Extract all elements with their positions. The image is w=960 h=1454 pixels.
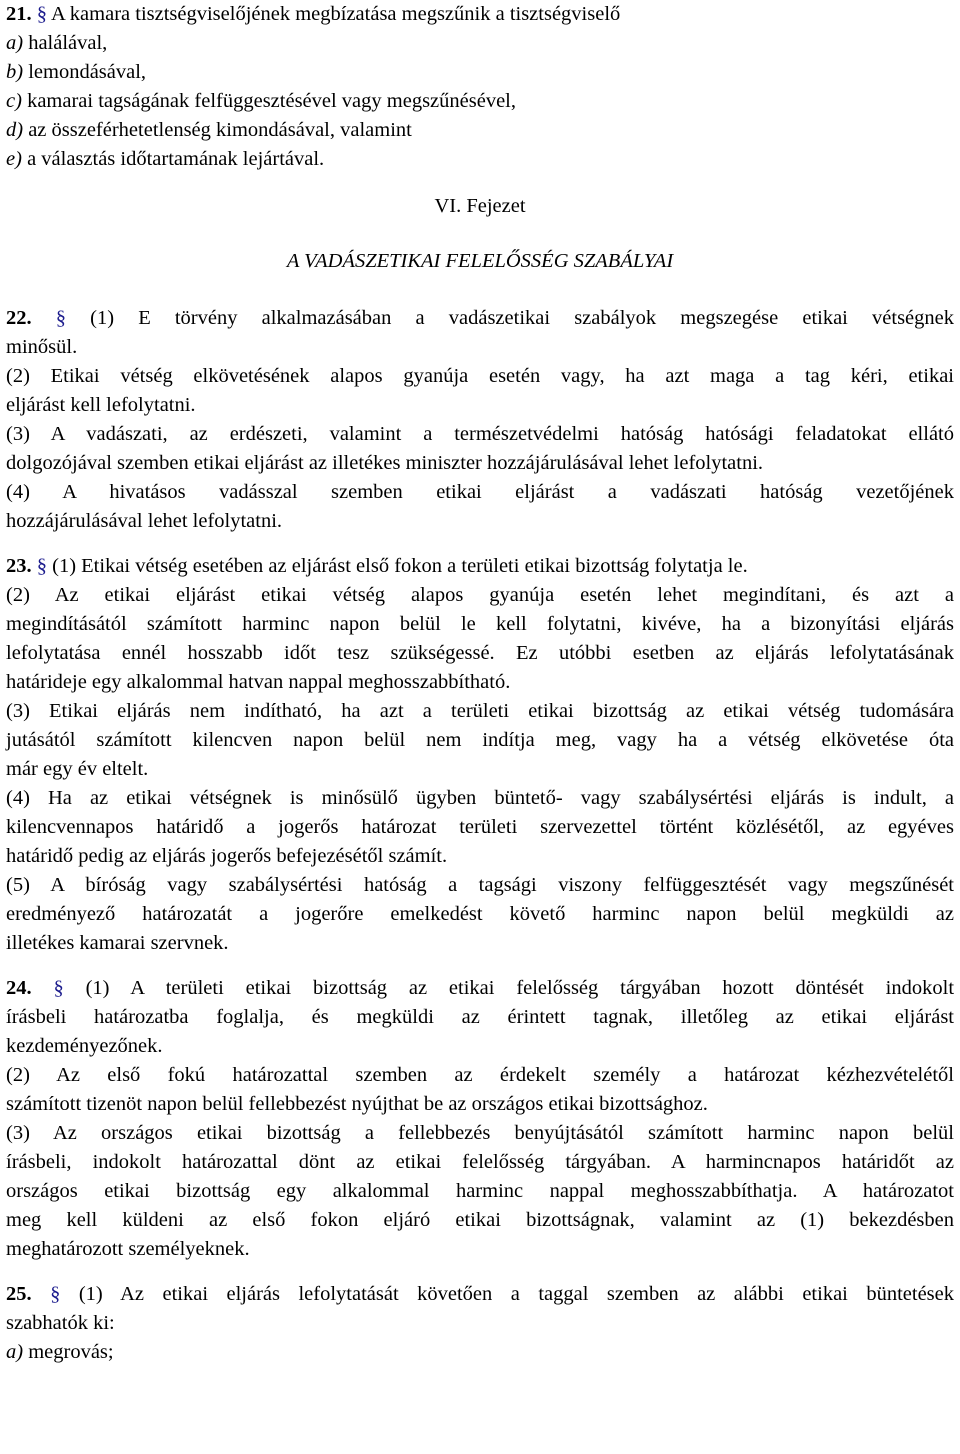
paragraph-line: hozzájárulásával lehet lefolytatni.: [6, 510, 283, 532]
section-number: 25.: [6, 1283, 32, 1305]
paragraph-line: határideje egy alkalommal hatvan nappal meghosszabbítható.: [6, 671, 511, 693]
list-text: kamarai tagságának felfüggesztésével vagy megszűnésével,: [27, 90, 516, 112]
paragraph-line: [6, 1280, 954, 1309]
paragraph-line: (5) A bíróság vagy szabálysértési hatóság a tagsági viszony felfüggesztését vagy megszűnését: [6, 874, 954, 896]
list-item: [6, 58, 954, 87]
paragraph-line: minősül.: [6, 336, 78, 358]
section-21: [6, 0, 954, 174]
section-23: [6, 552, 954, 958]
paragraph-line: (2) Az első fokú határozattal szemben az érdekelt személy a határozat kézhezvételétől: [6, 1064, 954, 1086]
list-text: lemondásával,: [28, 61, 147, 83]
list-letter: c): [6, 90, 22, 112]
paragraph-line: írásbeli, indokolt határozattal dönt az etikai felelősség tárgyában. A harmincnapos határidőt az: [6, 1151, 954, 1173]
section-number: 24.: [6, 977, 32, 999]
paragraph-line: eljárást kell lefolytatni.: [6, 394, 196, 416]
section-22: [6, 304, 954, 536]
paragraph-line: már egy év eltelt.: [6, 758, 149, 780]
section-number: 22.: [6, 307, 32, 329]
list-item: [6, 87, 954, 116]
list-text: az összeférhetetlenség kimondásával, valamint: [28, 119, 412, 141]
list-item: [6, 116, 954, 145]
paragraph-line: országos etikai bizottság egy alkalommal harminc nappal meghosszabbíthatja. A határozatot: [6, 1180, 954, 1202]
paragraph-line: lefolytatása ennél hosszabb időt tesz szükségessé. Ez utóbbi esetben az eljárás lefolytatásának: [6, 642, 954, 664]
section-symbol-link[interactable]: §: [36, 3, 47, 25]
paragraph-line: meg kell küldeni az első fokon eljáró etikai bizottságnak, valamint az (1) bekezdésben: [6, 1209, 954, 1231]
list-item: [6, 145, 954, 174]
list-text: a választás időtartamának lejártával.: [27, 148, 325, 170]
section-symbol-link[interactable]: §: [50, 1283, 61, 1305]
paragraph-line: (4) A hivatásos vadásszal szemben etikai eljárást a vadászati hatóság vezetőjének: [6, 481, 954, 503]
list-item: [6, 29, 954, 58]
chapter-number: VI. Fejezet: [434, 195, 526, 217]
paragraph-line: [6, 552, 954, 581]
list-letter: a): [6, 32, 24, 54]
paragraph-line: határidő pedig az eljárás jogerős befejezésétől számít.: [6, 845, 448, 867]
section-symbol-link[interactable]: §: [36, 555, 47, 577]
paragraph-line: (4) Ha az etikai vétségnek is minősülő ügyben büntető- vagy szabálysértési eljárás is indult, a: [6, 787, 954, 809]
paragraph-line: számított tizenöt napon belül fellebbezést nyújthat be az országos etikai bizottsághoz.: [6, 1093, 708, 1115]
list-item: [6, 1338, 954, 1367]
paragraph-line: (2) Etikai vétség elkövetésének alapos gyanúja esetén vagy, ha azt maga a tag kéri, etikai: [6, 365, 954, 387]
paragraph-line: kezdeményezőnek.: [6, 1035, 163, 1057]
section-number: 21.: [6, 3, 32, 25]
list-text: halálával,: [28, 32, 108, 54]
section-symbol-link[interactable]: §: [53, 977, 64, 999]
paragraph-line: kilencvennapos határidő a jogerős határozat területi szervezettel történt közlésétől, az egyéves: [6, 816, 954, 838]
line-text: (1) E törvény alkalmazásában a vadászetikai szabályok megszegése etikai vétségnek: [90, 307, 954, 329]
list-letter: a): [6, 1341, 24, 1363]
paragraph-line: (3) A vadászati, az erdészeti, valamint a természetvédelmi hatóság hatósági feladatokat ellátó: [6, 423, 954, 445]
paragraph-line: (2) Az etikai eljárást etikai vétség alapos gyanúja esetén lehet megindítani, és azt a: [6, 584, 954, 606]
chapter-title: A VADÁSZETIKAI FELELŐSSÉG SZABÁLYAI: [286, 250, 674, 272]
paragraph-line: dolgozójával szemben etikai eljárást az illetékes miniszter hozzájárulásával lehet lefolytatni.: [6, 452, 764, 474]
section-21-heading: [6, 0, 954, 29]
section-21-intro: A kamara tisztségviselőjének megbízatása megszűnik a tisztségviselő: [51, 3, 621, 25]
paragraph-line: illetékes kamarai szervnek.: [6, 932, 229, 954]
list-letter: d): [6, 119, 24, 141]
section-24: [6, 974, 954, 1264]
paragraph-line: szabhatók ki:: [6, 1312, 115, 1334]
list-letter: e): [6, 148, 22, 170]
paragraph-line: jutásától számított kilencven napon belül nem indítja meg, vagy ha a vétség elkövetése óta: [6, 729, 954, 751]
paragraph-line: írásbeli határozatba foglalja, és megküldi az érintett tagnak, illetőleg az etikai eljárást: [6, 1006, 954, 1028]
paragraph-line: meghatározott személyeknek.: [6, 1238, 250, 1260]
paragraph-line: (3) Az országos etikai bizottság a fellebbezés benyújtásától számított harminc napon belül: [6, 1122, 954, 1144]
line-text: (1) A területi etikai bizottság az etikai felelősség tárgyában hozott döntését indokolt: [85, 977, 955, 999]
list-text: megrovás;: [28, 1341, 114, 1363]
paragraph-line: (3) Etikai eljárás nem indítható, ha azt a területi etikai bizottság az etikai vétség tudomására: [6, 700, 954, 722]
section-symbol-link[interactable]: §: [55, 307, 67, 329]
paragraph-line: [6, 974, 954, 1003]
section-25: [6, 1280, 954, 1367]
line-text: (1) Az etikai eljárás lefolytatását követően a taggal szemben az alábbi etikai büntetések: [78, 1283, 955, 1305]
list-letter: b): [6, 61, 24, 83]
paragraph-line: eredményező határozatát a jogerőre emelkedést követő harminc napon belül megküldi az: [6, 903, 954, 925]
paragraph-line: megindításától számított harminc napon belül le kell folytatni, kivéve, ha a bizonyítási eljárás: [6, 613, 954, 635]
line-text: (1) Etikai vétség esetében az eljárást első fokon a területi etikai bizottság folytatja le.: [52, 555, 748, 577]
paragraph-line: [6, 304, 954, 333]
section-number: 23.: [6, 555, 32, 577]
